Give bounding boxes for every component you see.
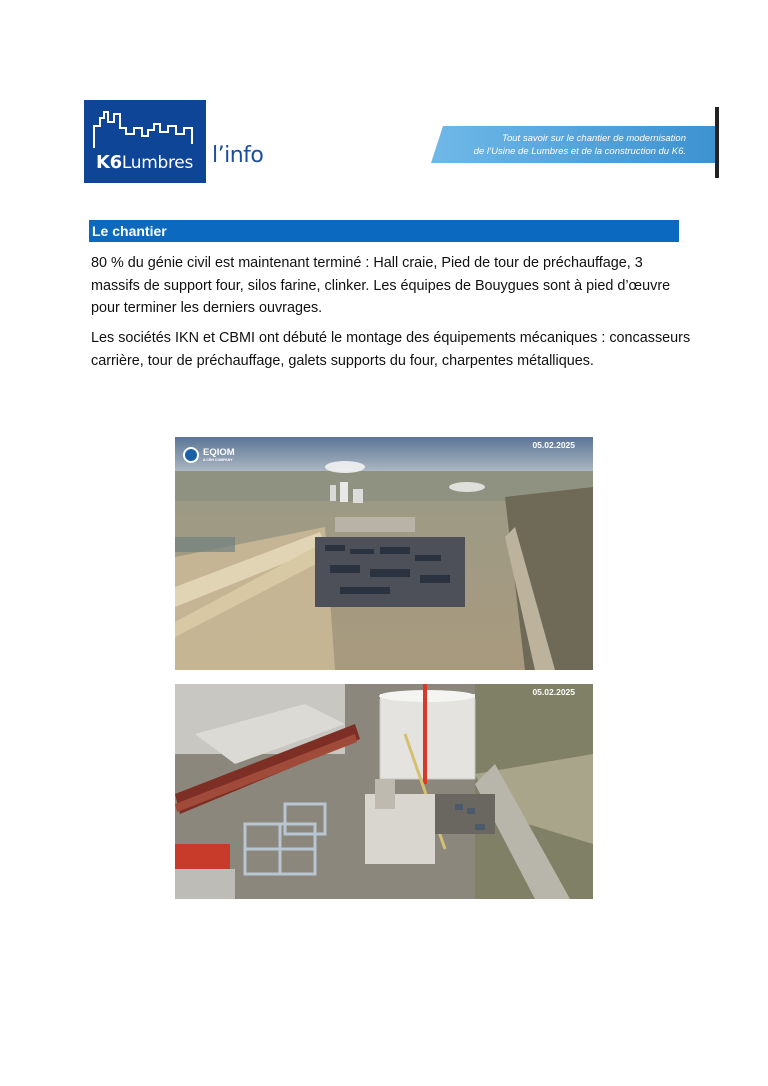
eqiom-logo — [183, 447, 235, 463]
banner-line-2: de l’Usine de Lumbres et de la construction du K6. — [473, 145, 686, 157]
aerial-image — [175, 437, 593, 670]
banner-divider — [715, 107, 719, 178]
paragraph-1: 80 % du génie civil est maintenant terminé : Hall craie, Pied de tour de préchauffage, 3 massifs de support four, silos farine, clinker. Les équipes de Bouygues sont à pied d’œuvre pour terminer les derniers ouvrages. — [91, 255, 671, 316]
silo-construction-photo — [175, 684, 593, 899]
site-aerial-photo — [175, 437, 593, 670]
logo-wordmark: K6Lumbres — [96, 152, 194, 173]
eqiom-logo-icon — [183, 447, 199, 463]
construction-image — [175, 684, 593, 899]
k6-lumbres-logo — [84, 100, 206, 183]
eqiom-logo-text: EQIOM — [203, 447, 235, 458]
header-banner — [431, 126, 716, 163]
logo-info-label: l’info — [212, 143, 264, 168]
banner-line-1: Tout savoir sur le chantier de modernisation — [502, 133, 686, 144]
photo-date: 05.02.2025 — [532, 687, 575, 697]
photo-date: 05.02.2025 — [532, 440, 575, 450]
paragraph-2: Les sociétés IKN et CBMI ont débuté le montage des équipements mécaniques : concasseurs carrière, tour de préchauffage, galets supports du four, charpentes métalliques. — [91, 330, 691, 369]
section-title: Le chantier — [89, 220, 679, 242]
banner-text — [426, 133, 686, 158]
eqiom-logo-subtext: A CRH COMPANY — [203, 458, 233, 462]
